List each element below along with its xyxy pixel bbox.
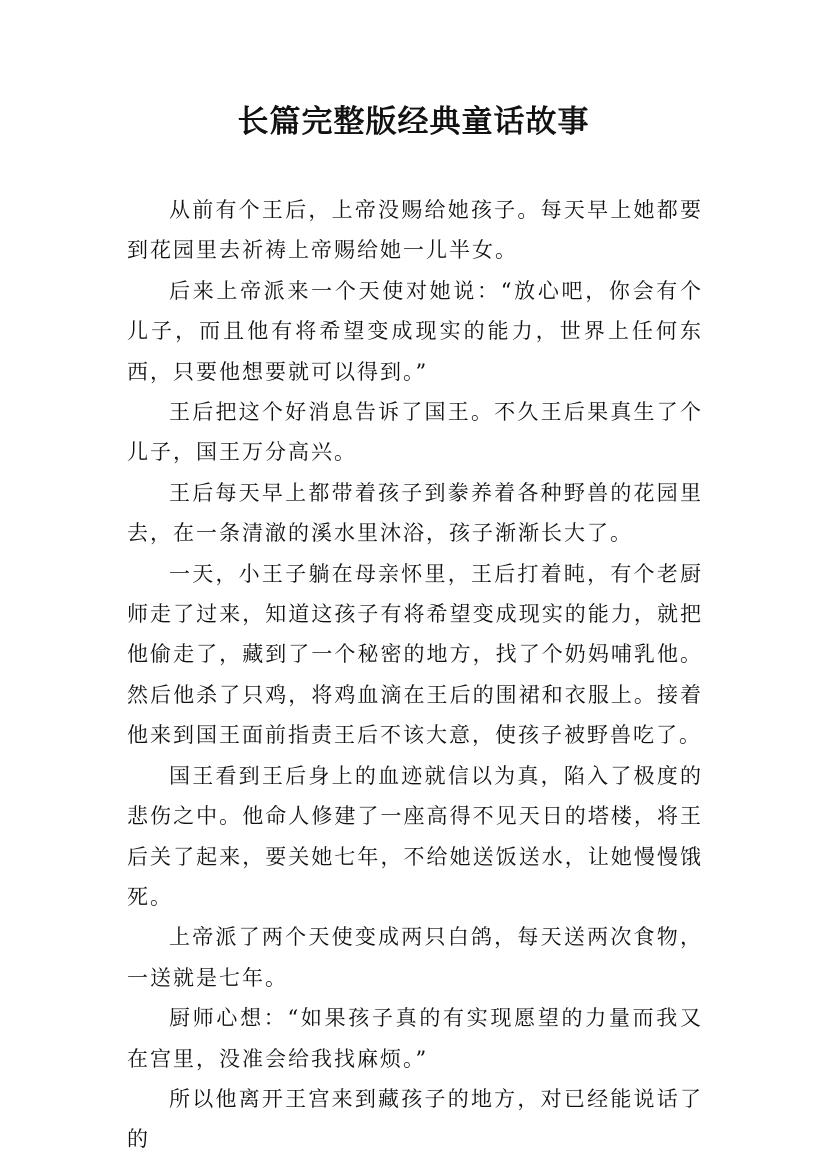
paragraph: 王后每天早上都带着孩子到豢养着各种野兽的花园里去，在一条清澈的溪水里沐浴，孩子渐渐长大了。 (127, 480, 703, 546)
paragraph: 国王看到王后身上的血迹就信以为真，陷入了极度的悲伤之中。他命人修建了一座高得不见天日的塔楼，将王后关了起来，要关她七年，不给她送饭送水，让她慢慢饿死。 (127, 763, 703, 909)
paragraph: 从前有个王后，上帝没赐给她孩子。每天早上她都要到花园里去祈祷上帝赐给她一儿半女。 (127, 198, 703, 263)
paragraph: 上帝派了两个天使变成两只白鸽，每天送两次食物，一送就是七年。 (127, 925, 703, 990)
paragraph: 王后把这个好消息告诉了国王。不久王后果真生了个儿子，国王万分高兴。 (127, 400, 703, 465)
paragraph: 后来上帝派来一个天使对她说：“放心吧，你会有个儿子，而且他有将希望变成现实的能力，世界上任何东西，只要他想要就可以得到。” (127, 278, 703, 384)
paragraph: 所以他离开王宫来到藏孩子的地方，对已经能说话了的 (127, 1086, 703, 1152)
document-body (127, 190, 703, 1160)
paragraph: 厨师心想：“如果孩子真的有实现愿望的力量而我又在宫里，没准会给我找麻烦。” (127, 1006, 703, 1071)
document-title: 长篇完整版经典童话故事 (237, 104, 590, 140)
paragraph: 一天，小王子躺在母亲怀里，王后打着盹，有个老厨师走了过来，知道这孩子有将希望变成现实的能力，就把他偷走了，藏到了一个秘密的地方，找了个奶妈哺乳他。然后他杀了只鸡，将鸡血滴在王后的围裙和衣服上。接着他来到国王面前指责王后不该大意，使孩子被野兽吃了。 (127, 561, 703, 748)
